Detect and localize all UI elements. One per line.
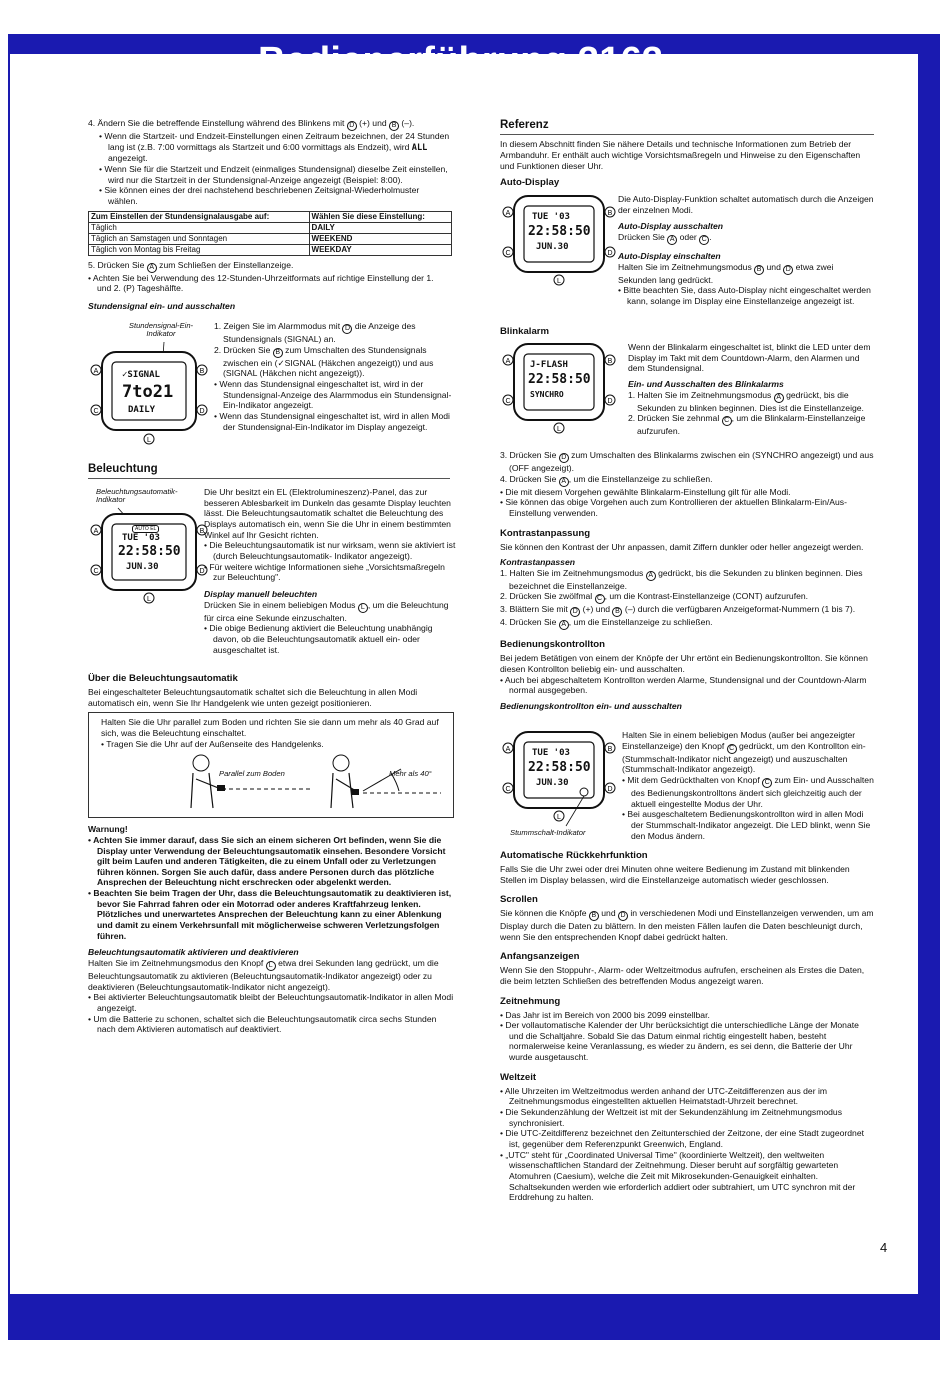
blinkalarm-header (500, 326, 874, 340)
section-title: Bedienungskontrollton (500, 639, 605, 651)
paragraph: Drücken Sie A oder C . (618, 231, 712, 243)
section-beleuchtung (88, 462, 450, 483)
bullet: • Die obige Bedienung aktiviert die Beleuchtung unabhängig davon, ob die Beleuchtungsautomatik aktuell ein- oder ausgeschaltet ist. (204, 623, 433, 655)
section-title: Zeitnehmung (500, 995, 561, 1007)
autoel-indicator-label: Beleuchtungsautomatik-Indikator (96, 487, 178, 505)
left-column (88, 118, 450, 312)
mute-indicator-label: Stummschalt-Indikator (510, 828, 586, 837)
signal-steps (214, 321, 454, 432)
paragraph: Bei eingeschalteter Beleuchtungsautomatik schaltet sich die Beleuchtung in allen Modi automatisch ein, wenn Sie Ihr Handgelenk wie unten gezeigt positionieren. (88, 686, 418, 708)
step: 3. Blättern Sie mit D (+) und B (–) durch die verfügbaren Anzeigeformat-Nummern (1 bis 7). (500, 604, 856, 616)
svg-text:C: C (505, 398, 511, 405)
svg-text:A: A (505, 358, 511, 365)
table-row: Täglich von Montag bis Freitag WEEKDAY (89, 244, 452, 255)
lcd-line-2: 22:58:50 (528, 760, 591, 775)
step: 2. Drücken Sie zwölfmal C , um die Kontrast-Einstellanzeige (CONT) aufzurufen. (500, 591, 809, 603)
svg-text:B: B (607, 358, 613, 365)
angle-label: Mehr als 40° (389, 769, 432, 779)
lcd-line-1: TUE '03 (532, 212, 570, 222)
section-title: Auto-Display (500, 177, 560, 189)
paragraph: Wenn Sie den Stoppuhr-, Alarm- oder Weltzeitmodus aufrufen, erscheinen als Erstes die Daten, die beim letzten Schließen des betreffenden Modus angezeigt waren. (500, 965, 865, 986)
section-title: Kontrastanpassung (500, 527, 591, 539)
bullet: • Das Jahr ist im Bereich von 2000 bis 2099 einstellbar. (500, 1009, 710, 1020)
paragraph: Die Uhr besitzt ein EL (Elektrolumineszenz)-Panel, das zur besseren Ablesbarkeit im Dunkeln das gesamte Display leuchten lässt. Die Beleuchtungsautomatik schaltet die Beleuchtung des Displays automatisch ein, wenn Sie die Uhr in einem bestimmten Winkel auf Ihr Gesicht richten. (204, 487, 451, 540)
lcd-line-1: ✓SIGNAL (122, 370, 160, 380)
ueber-section (88, 673, 454, 1035)
section-title: Über die Beleuchtungsautomatik (88, 673, 238, 684)
bullet: • Bei ausgeschaltetem Bedienungskontrollton wird in allen Modi der Stummschalt-Indikator angezeigt. Die LED blinkt, wenn Sie den Modus ändern. (622, 809, 871, 841)
paragraph: Halten Sie im Zeitnehmungsmodus B und D etwa zwei Sekunden lang gedrückt. (618, 261, 834, 285)
lcd-line-1: J-FLASH (530, 360, 568, 370)
paragraph: Halten Sie in einem beliebigen Modus (außer bei angezeigter Einstellanzeige) den Knopf C gedrückt, um den Kontrollton ein- (Stummschalt-Indikator nicht angezeigt) und auszuschalten (Stummschalt-Indikator angezeigt). (622, 730, 866, 775)
paragraph: Die Auto-Display-Funktion schaltet automatisch durch die Anzeigen der einzelnen Modi. (618, 194, 874, 215)
bullet: • Die Beleuchtungsautomatik ist nur wirksam, wenn sie aktiviert ist (durch Beleuchtungsautomatik- Indikator angezeigt). (204, 540, 456, 561)
svg-text:C: C (93, 408, 99, 415)
bullet: • Für weitere wichtige Informationen siehe „Vorsichtsmaßregeln zur Beleuchtung". (204, 561, 445, 583)
section-subtitle: Beleuchtungsautomatik aktivieren und deaktivieren (88, 947, 299, 958)
step: 1. Halten Sie im Zeitnehmungsmodus A gedrückt, bis die Sekunden zu blinken beginnen. Dies bezeichnet die Einstellanzeige. (500, 567, 863, 591)
lcd-line-2: 22:58:50 (528, 224, 591, 239)
table-row: Täglich an Samstagen und Sonntagen WEEKEND (89, 233, 452, 244)
warning: • Beachten Sie beim Tragen der Uhr, dass die Beleuchtungsautomatik zu deaktivieren ist, bevor Sie Fahrrad fahren oder ein Motorrad oder anderes Kraftfahrzeug lenken. Plötzliches und unerwartetes Ansprechen der Beleuchtung kann zu einer Ablenkung und damit zu einem Verkehrsunfall mit möglicherweise schweren Verletzungsfolgen führen. (88, 888, 452, 941)
paragraph: Sie können die Knöpfe B und D in verschiedenen Modi und Einstellanzeigen verwenden, um am Display durch die Daten zu blättern. In den meisten Fällen laufen die Daten beschleunigt durch, wenn Sie den entsprechenden Knopf dabei gedrückt halten. (500, 908, 874, 942)
lcd-line-1: TUE '03 (122, 533, 160, 543)
svg-text:L: L (557, 814, 561, 821)
paragraph: In diesem Abschnitt finden Sie nähere Details und technische Informationen zum Betrieb der Armbanduhr. Er enthält auch wichtige Vorsichtsmaßregeln und Hinweise zu den Eigenschaften und Funktionen dieser Uhr. (500, 139, 861, 171)
bullet: • Bei aktivierter Beleuchtungsautomatik bleibt der Beleuchtungsautomatik-Indikator in allen Modi angezeigt. (88, 992, 454, 1014)
svg-text:A: A (505, 746, 511, 753)
mute-text (622, 730, 874, 841)
svg-text:B: B (607, 210, 613, 217)
page-number: 4 (880, 1240, 888, 1255)
svg-text:B: B (199, 368, 205, 375)
svg-text:L: L (147, 596, 151, 603)
section-subtitle: Ein- und Ausschalten des Blinkalarms (628, 378, 784, 389)
bullet: • Um die Batterie zu schonen, schaltet sich die Beleuchtungsautomatik circa sechs Stunden nach dem Aktivieren automatisch auf deaktiviert. (88, 1013, 437, 1035)
svg-text:A: A (93, 528, 99, 535)
section-title: Beleuchtung (88, 462, 450, 479)
section-subtitle: Stundensignal ein- und ausschalten (88, 300, 236, 311)
bullet: • Wenn das Stundensignal eingeschaltet ist, wird in allen Modi der Stundensignal-Ein-Indikator im Display angezeigt. (214, 410, 450, 432)
section-subtitle: Auto-Display ausschalten (618, 221, 724, 232)
box-text: Halten Sie die Uhr parallel zum Boden und richten Sie sie dann um mehr als 40 Grad auf sich, was die Beleuchtung einschaltet. (101, 717, 439, 738)
svg-text:D: D (607, 398, 613, 405)
step: 2. Drücken Sie zehnmal C , um die Blinkalarm-Einstellanzeige aufzurufen. (628, 413, 866, 437)
signal-indicator-label: Stundensignal-Ein-Indikator (128, 321, 194, 339)
bullet: • Wenn die Startzeit- und Endzeit-Einstellungen einen Zeitraum bezeichnen, der 24 Stunden lang ist (z.B. 7:00 vormittags als Startzeit und 6:00 vormittags als Endzeit), wird ALL angezeigt. (99, 131, 450, 164)
svg-text:D: D (607, 786, 613, 793)
tilt-box (88, 712, 454, 818)
autodisplay-text (618, 194, 874, 307)
section-title: Anfangsanzeigen (500, 951, 580, 963)
watch-signal (88, 318, 210, 446)
watch-flash (500, 342, 618, 434)
beleuchtung-text (204, 487, 458, 655)
bullet: • Die Sekundenzählung der Weltzeit ist mit der Sekundenzählung im Zeitnehmungsmodus synchronisiert. (500, 1106, 843, 1128)
bullet: • Sie können eines der drei nachstehend beschriebenen Zeitsignal-Wiederholmuster wählen. (99, 185, 420, 206)
svg-text:A: A (505, 210, 511, 217)
svg-text:L: L (557, 426, 561, 433)
parallel-label: Parallel zum Boden (219, 769, 285, 779)
lcd-line-3: JUN.30 (536, 242, 569, 252)
bullet: • Bitte beachten Sie, dass Auto-Display nicht eingeschaltet werden kann, solange im Display eine Einstellanzeige angezeigt ist. (618, 285, 871, 306)
section-subtitle: Auto-Display einschalten (618, 250, 721, 261)
section-title: Weltzeit (500, 1071, 537, 1083)
step-4: 4. Ändern Sie die betreffende Einstellung während des Blinkens mit D (+) und B (–). (88, 118, 415, 129)
paragraph: Bei jedem Betätigen von einem der Knöpfe der Uhr ertönt ein Bedienungskontrollton. Sie können diesen Kontrollton beliebig ein- und ausschalten. (500, 653, 868, 675)
lcd-line-3: JUN.30 (536, 778, 569, 788)
bullet: • Auch bei abgeschaltetem Kontrollton werden Alarme, Stundensignal und der Countdown-Alarm normal ausgegeben. (500, 674, 867, 696)
lcd-line-3: DAILY (128, 405, 156, 415)
paragraph: Drücken Sie in einem beliebigen Modus L , um die Beleuchtung für circa eine Sekunde einzuschalten. (204, 599, 449, 623)
bullet: • Wenn das Stundensignal eingeschaltet ist, wird in der Stundensignal-Anzeige des Alarmmodus ein Stundensignal-Ein-Indikator angezeigt. (214, 378, 452, 411)
step: 3. Drücken Sie D zum Umschalten des Blinkalarms zwischen ein (SYNCHRO angezeigt) und aus (OFF angezeigt). (500, 450, 874, 473)
table-header: Wählen Sie diese Einstellung: (309, 211, 451, 222)
lcd-line-2: 22:58:50 (528, 372, 591, 387)
section-subtitle: Bedienungskontrollton ein- und ausschalten (500, 701, 682, 711)
step: 1. Halten Sie im Zeitnehmungsmodus A gedrückt, bis die Sekunden zu blinken beginnen. Dies ist die Einstellanzeige. (628, 389, 864, 413)
paragraph: Halten Sie im Zeitnehmungsmodus den Knopf L etwa drei Sekunden lang gedrückt, um die Beleuchtungsautomatik zu aktivieren (Beleuchtungsautomatik-Indikator angezeigt) oder zu deaktivieren (Beleuchtungsautomatik-Indikator nicht angezeigt). (88, 958, 439, 992)
watch-autoel (88, 486, 210, 604)
step-1: 1. Zeigen Sie im Alarmmodus mit D die Anzeige des Stundensignals (SIGNAL) an. (214, 321, 416, 344)
svg-text:D: D (607, 250, 613, 257)
paragraph: Wenn der Blinkalarm eingeschaltet ist, blinkt die LED unter dem Display im Takt mit dem Countdown-Alarm, den Alarmen und dem Stundensignal. (628, 342, 871, 374)
section-subtitle: Display manuell beleuchten (204, 588, 318, 599)
bullet: • Tragen Sie die Uhr auf der Außenseite des Handgelenks. (101, 738, 324, 749)
lcd-line-3: SYNCHRO (530, 390, 564, 399)
step: 4. Drücken Sie A , um die Einstellanzeige zu schließen. (500, 617, 713, 629)
bullet: • Achten Sie bei Verwendung des 12-Stunden-Uhrzeitformats auf richtige Einstellung der 1. und 2. (P) Tageshälfte. (88, 272, 434, 294)
right-column-3 (500, 850, 874, 1203)
right-column (500, 118, 874, 191)
paragraph: Sie können den Kontrast der Uhr anpassen, damit Ziffern dunkler oder heller angezeigt werden. (500, 541, 864, 552)
svg-text:D: D (199, 408, 205, 415)
bullet: • Mit dem Gedrückthalten von Knopf C zum Ein- und Ausschalten des Bedienungskontrolltons ändert sich gleichzeitig auch der aktuell eingestellte Modus der Uhr. (622, 774, 874, 809)
svg-text:A: A (93, 368, 99, 375)
bullet: • Sie können das obige Vorgehen auch zum Kontrollieren der aktuellen Blinkalarm-Ein/Aus-Einstellung verwenden. (500, 497, 847, 518)
step-5: 5. Drücken Sie A zum Schließen der Einstellanzeige. (88, 259, 294, 271)
blinkalarm-text (628, 342, 876, 437)
bullet: • Die UTC-Zeitdifferenz bezeichnet den Zeitunterschied der Zeitzone, der eine Stadt zugeordnet ist, gegenüber dem Referenzpunkt Greenwich, England. (500, 1128, 864, 1149)
warning-title: Warnung! (88, 824, 128, 835)
watch-mute (500, 730, 618, 840)
bullet: • „UTC" steht für „Coordinated Universal Time" (koordinierte Weltzeit), den weltweiten wissenschaftlichen Standard der Zeitnehmung. Dieser beruht auf sorgfältig gewarteten Atomuhren (Caesium), welche die Zeit mit Mikrosekunden-Genauigkeit einhalten. Schaltsekunden werden wie erforderlich addiert oder subtrahiert, um UTC synchron mit der Erddrehung zu halten. (500, 1149, 856, 1203)
svg-text:B: B (199, 528, 205, 535)
bullet: • Der vollautomatische Kalender der Uhr berücksichtigt die unterschiedliche Länge der Monate und die Schaltjahre. Sobald Sie das Datum einmal richtig eingestellt haben, besteht normalerweise keine Veranlassung, es wieder zu ändern, es sei denn, die Batterie der Uhr wurde ausgetauscht. (500, 1020, 859, 1063)
svg-text:L: L (557, 278, 561, 285)
lcd-line-2: 22:58:50 (118, 544, 181, 559)
autoel-badge: AUTO EL (132, 525, 159, 533)
section-title: Automatische Rückkehrfunktion (500, 850, 648, 861)
bullet: • Alle Uhrzeiten im Weltzeitmodus werden anhand der UTC-Zeitdifferenzen aus der im Zeitnehmungsmodus eingestellten aktuellen Heimatstadt-Uhrzeit berechnet. (500, 1085, 828, 1107)
section-title: Referenz (500, 118, 874, 135)
lcd-line-3: JUN.30 (126, 562, 159, 572)
content-area (10, 54, 918, 1294)
bullet: • Wenn Sie für die Startzeit und Endzeit (einmaliges Stundensignal) dieselbe Zeit einstellen, wird nur die Startzeit in der Stundensignal-Anzeige angezeigt (Beispiel: 8:00). (99, 163, 448, 185)
svg-text:C: C (505, 786, 511, 793)
svg-text:L: L (147, 437, 151, 444)
lcd-line-1: TUE '03 (532, 748, 570, 758)
svg-text:D: D (199, 568, 205, 575)
table-header: Zum Einstellen der Stundensignalausgabe auf: (89, 211, 310, 222)
tilt-illustration (101, 753, 441, 815)
watch-autodisplay (500, 194, 618, 286)
paragraph: Falls Sie die Uhr zwei oder drei Minuten ohne weitere Bedienung im Zustand mit blinkenden Stellen im Display belassen, wird die Einstellanzeige automatisch wieder geschlossen. (500, 863, 850, 885)
section-title: Scrollen (500, 894, 538, 906)
signal-table (88, 211, 452, 256)
svg-text:B: B (607, 746, 613, 753)
section-subtitle: Kontrastanpassen (500, 557, 575, 568)
step-2: 2. Drücken Sie B zum Umschalten des Stundensignals zwischen ein (✓SIGNAL (Häkchen angezeigt)) und aus (SIGNAL (Häkchen nicht angezeigt)). (214, 344, 434, 379)
step: 4. Drücken Sie A , um die Einstellanzeige zu schließen. (500, 473, 713, 485)
lcd-line-2: 7to21 (122, 382, 174, 402)
right-column-2 (500, 450, 874, 712)
warning: • Achten Sie immer darauf, dass Sie sich an einem sicheren Ort befinden, wenn Sie die Display unter Verwendung der Beleuchtungsautomatik einsehen. Besondere Vorsicht gilt beim Laufen und anderen Tätigkeiten, die zu einem Unfall oder zu Verletzungen führen können. Sorgen Sie auch dafür, dass andere Personen durch das plötzliche Ansprechen der Beleuchtung nicht erschrecken oder abgelenkt werden. (88, 834, 446, 888)
svg-text:C: C (505, 250, 511, 257)
bullet: • Die mit diesem Vorgehen gewählte Blinkalarm-Einstellung gilt für alle Modi. (500, 486, 791, 497)
section-title: Blinkalarm (500, 326, 550, 337)
table-row: Täglich DAILY (89, 222, 452, 233)
svg-text:C: C (93, 568, 99, 575)
